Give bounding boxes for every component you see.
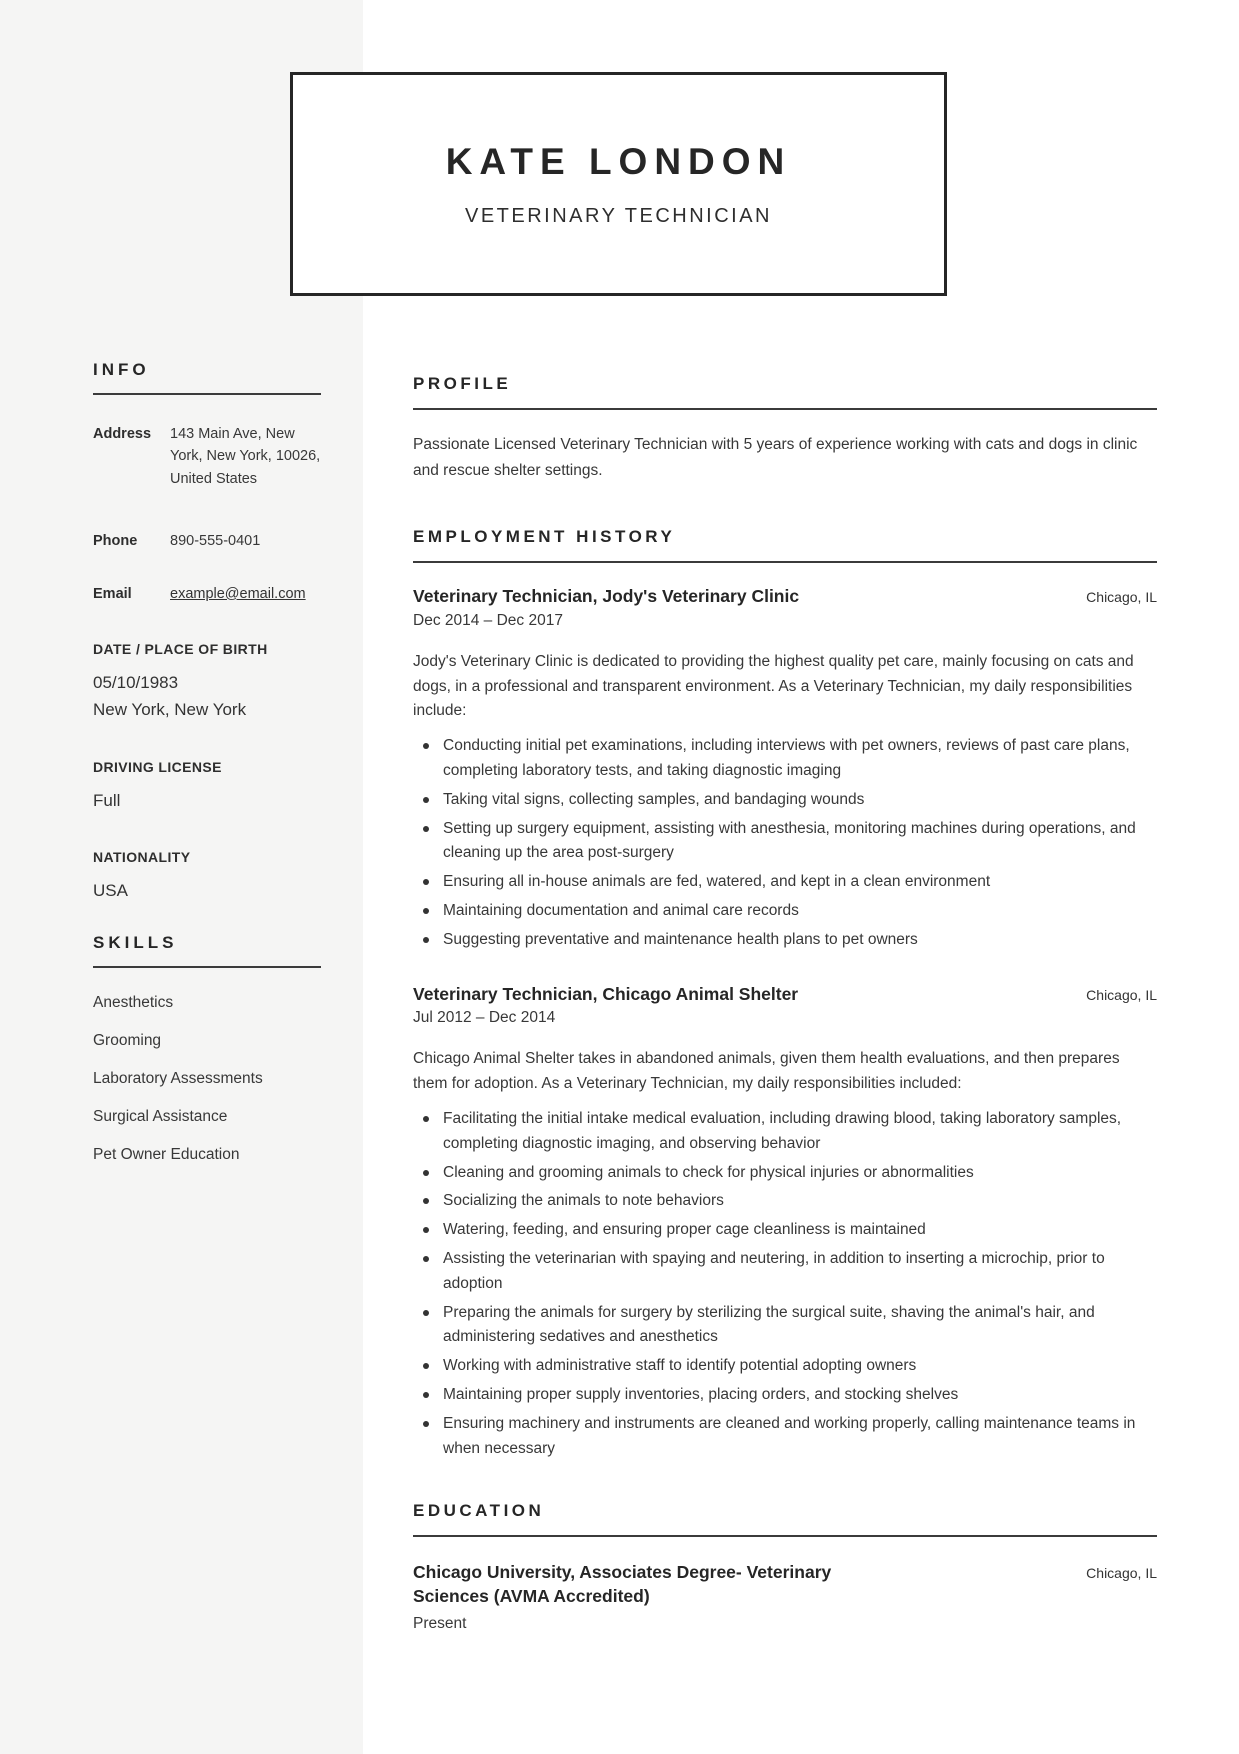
job-entry <box>413 585 1157 953</box>
phone-row <box>93 530 321 552</box>
phone-value: 890-555-0401 <box>170 533 261 550</box>
nationality-value: USA <box>93 881 128 901</box>
job-bullet: Ensuring all in-house animals are fed, watered, and kept in a clean environment <box>443 870 1157 895</box>
email-link[interactable]: example@email.com <box>170 585 306 602</box>
employment-history-heading: EMPLOYMENT HISTORY <box>413 527 1157 563</box>
email-row <box>93 583 321 605</box>
job-location: Chicago, IL <box>1086 589 1157 606</box>
education-title: Chicago University, Associates Degree- Veterinary Sciences (AVMA Accredited) <box>413 1562 832 1606</box>
profile-text: Passionate Licensed Veterinary Technician with 5 years of experience working with cats and dogs in clinic and rescue shelter settings. <box>413 436 1138 479</box>
driving-license-value: Full <box>93 790 121 810</box>
skills-list <box>93 994 321 1164</box>
job-dates: Jul 2012 – Dec 2014 <box>413 1009 556 1027</box>
job-bullet: Ensuring machinery and instruments are cleaned and working properly, calling maintenance teams in when necessary <box>443 1412 1157 1462</box>
email-label: Email <box>93 585 132 602</box>
driving-license-heading: DRIVING LICENSE <box>93 758 222 775</box>
name-header-box <box>290 72 947 296</box>
education-header <box>413 1561 1157 1608</box>
skill-item: Laboratory Assessments <box>93 1070 263 1087</box>
job-location: Chicago, IL <box>1086 986 1157 1003</box>
education-heading: EDUCATION <box>413 1501 1157 1537</box>
job-bullet: Maintaining documentation and animal care records <box>443 899 1157 924</box>
job-bullet: Watering, feeding, and ensuring proper cage cleanliness is maintained <box>443 1218 1157 1243</box>
education-dates: Present <box>413 1614 467 1632</box>
job-bullet: Maintaining proper supply inventories, placing orders, and stocking shelves <box>443 1383 1157 1408</box>
job-summary: Chicago Animal Shelter takes in abandoned animals, given them health evaluations, and then prepares them for adoption. As a Veterinary Technician, my daily responsibilities included: <box>413 1050 1120 1093</box>
main-column <box>413 374 1157 1633</box>
job-dates: Dec 2014 – Dec 2017 <box>413 611 563 629</box>
job-bullet: Socializing the animals to note behaviors <box>443 1189 1157 1214</box>
dob-heading: DATE / PLACE OF BIRTH <box>93 641 268 658</box>
address-label: Address <box>93 426 152 442</box>
skill-item: Anesthetics <box>93 994 174 1011</box>
job-bullet: Assisting the veterinarian with spaying and neutering, in addition to inserting a microchip, prior to adoption <box>443 1247 1157 1297</box>
nationality-heading: NATIONALITY <box>93 849 191 866</box>
info-heading: INFO <box>93 360 321 395</box>
skill-item: Pet Owner Education <box>93 1146 240 1163</box>
education-entry <box>413 1561 1157 1632</box>
job-title: Veterinary Technician, Chicago Animal Shelter <box>413 983 799 1004</box>
job-bullet: Working with administrative staff to identify potential adopting owners <box>443 1354 1157 1379</box>
job-bullet: Preparing the animals for surgery by sterilizing the surgical suite, shaving the animal's hair, and administering sedatives and anesthetics <box>443 1301 1157 1351</box>
job-bullet: Setting up surgery equipment, assisting with anesthesia, monitoring machines during operations, and cleaning up the area post-surgery <box>443 817 1157 867</box>
candidate-name: KATE LONDON <box>445 140 792 182</box>
job-bullet: Facilitating the initial intake medical evaluation, including drawing blood, taking laboratory samples, completing diagnostic imaging, and observing behavior <box>443 1107 1157 1157</box>
job-header <box>413 983 1157 1006</box>
dob-date: 05/10/1983 <box>93 673 179 693</box>
job-header <box>413 585 1157 608</box>
candidate-role: VETERINARY TECHNICIAN <box>464 204 772 227</box>
phone-label: Phone <box>93 533 138 550</box>
sidebar-skills-section <box>93 933 321 1184</box>
education-items <box>413 1561 1157 1632</box>
job-bullet-list <box>413 734 1157 952</box>
dob-place: New York, New York <box>93 699 247 719</box>
job-bullet: Conducting initial pet examinations, including interviews with pet owners, reviews of past care plans, completing laboratory tests, and taking diagnostic imaging <box>443 734 1157 784</box>
skill-item: Surgical Assistance <box>93 1108 228 1125</box>
address-value: 143 Main Ave, New York, New York, 10026, United States <box>170 426 321 487</box>
job-bullet: Taking vital signs, collecting samples, and bandaging wounds <box>443 788 1157 813</box>
sidebar-info-section <box>93 360 321 904</box>
address-row <box>93 423 321 490</box>
job-bullet-list <box>413 1107 1157 1461</box>
job-bullet: Suggesting preventative and maintenance health plans to pet owners <box>443 928 1157 953</box>
education-location: Chicago, IL <box>1086 1565 1157 1582</box>
skill-item: Grooming <box>93 1032 162 1049</box>
skills-heading: SKILLS <box>93 933 321 968</box>
job-bullet: Cleaning and grooming animals to check for physical injuries or abnormalities <box>443 1161 1157 1186</box>
job-entry <box>413 983 1157 1462</box>
jobs-container <box>413 585 1157 1461</box>
job-title: Veterinary Technician, Jody's Veterinary Clinic <box>413 586 800 607</box>
job-summary: Jody's Veterinary Clinic is dedicated to providing the highest quality pet care, mainly focusing on cats and dogs, in a professional and transparent environment. As a Veterinary Technician, my daily responsibilities include: <box>413 652 1134 720</box>
profile-heading: PROFILE <box>413 374 1157 410</box>
